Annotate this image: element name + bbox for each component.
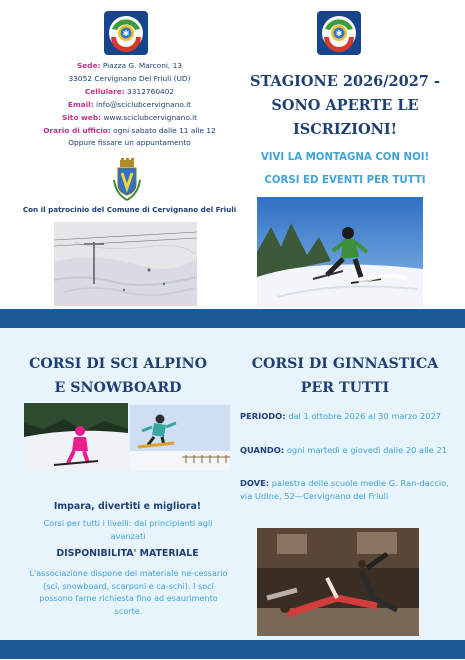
contact-block bbox=[12, 60, 247, 150]
city-line: 33052 Cervignano Del Friuli (UD) bbox=[68, 73, 191, 83]
email-label: Email: bbox=[67, 99, 94, 109]
hours-value: ogni sabato dalle 11 alle 12 bbox=[113, 125, 216, 135]
gym-courses-title bbox=[238, 352, 452, 400]
where-label: DOVE: bbox=[240, 478, 270, 488]
ski-club-logo bbox=[104, 11, 148, 55]
where-info bbox=[240, 477, 450, 504]
sede-value: Piazza G. Marconi, 13 bbox=[102, 61, 183, 70]
ski-club-logo-right bbox=[317, 11, 361, 55]
period-info bbox=[240, 410, 450, 423]
gym-title-line-2: PER TUTTI bbox=[300, 380, 390, 396]
tagline-mountain: VIVI LA MONTAGNA CON NOI! bbox=[260, 152, 430, 163]
period-value: dal 1 ottobre 2026 al 30 marzo 2027 bbox=[288, 411, 442, 421]
ski-title-line-2: E SNOWBOARD bbox=[54, 380, 182, 396]
email-link[interactable]: info@sciclubcervignano.it bbox=[96, 99, 192, 109]
gym-title-line-1: CORSI DI GINNASTICA bbox=[251, 356, 439, 372]
material-text: L'associazione dispone del materiale ne-cessario (sci, snowboard, scarponi e ca-schi). I soci possono farne richiesta fino ad esaurimento scorte. bbox=[29, 568, 228, 617]
season-line-2: SONO APERTE LE bbox=[271, 97, 419, 114]
levels-text: Corsi per tutti i livelli: dai principianti agli avanzati bbox=[43, 518, 213, 541]
material-title: DISPONIBILITA' MATERIALE bbox=[56, 548, 199, 559]
svg-text:✱: ✱ bbox=[335, 29, 343, 38]
gym-class-photo bbox=[257, 528, 419, 636]
child-skier-photo bbox=[24, 403, 128, 471]
when-info bbox=[240, 444, 450, 457]
website-link[interactable]: www.sciclubcervignano.it bbox=[103, 112, 198, 122]
season-line-1: STAGIONE 2026/2027 - bbox=[250, 73, 440, 90]
coat-of-arms-icon bbox=[112, 158, 142, 202]
snowboarder-photo bbox=[130, 405, 230, 471]
cell-label: Cellulare: bbox=[84, 86, 125, 96]
website-line bbox=[12, 112, 247, 125]
appointment-line: Oppure fissare un appuntamento bbox=[68, 138, 191, 148]
when-value: ogni martedì e giovedì dalle 20 alle 21 bbox=[286, 445, 448, 455]
web-label: Sito web: bbox=[61, 112, 102, 122]
skier-photo bbox=[257, 197, 423, 307]
svg-text:✱: ✱ bbox=[122, 29, 130, 38]
where-value: palestra delle scuole medie G. Ran-daccio, via Udine, 52—Cervignano del Friuli bbox=[240, 478, 449, 502]
patronage-text: Con il patrocinio del Comune di Cervignano del Friuli bbox=[22, 205, 237, 214]
period-label: PERIODO: bbox=[240, 411, 286, 421]
motto-text: Impara, divertiti e migliora! bbox=[53, 501, 202, 512]
ski-title-line-1: CORSI DI SCI ALPINO bbox=[29, 356, 207, 372]
email-line bbox=[12, 99, 247, 112]
address-line bbox=[12, 60, 247, 73]
phone-line bbox=[12, 86, 247, 99]
hours-line bbox=[12, 125, 247, 138]
ski-courses-title bbox=[18, 352, 218, 400]
season-line-3: ISCRIZIONI! bbox=[292, 121, 398, 138]
season-headline bbox=[238, 70, 452, 142]
cell-value: 3312760402 bbox=[127, 86, 175, 96]
sede-label: Sede: bbox=[76, 61, 101, 70]
divider-band-top bbox=[0, 309, 465, 328]
tagline-courses: CORSI ED EVENTI PER TUTTI bbox=[264, 175, 426, 186]
when-label: QUANDO: bbox=[240, 445, 285, 455]
divider-band-bottom bbox=[0, 640, 465, 659]
hours-label: Orario di ufficio: bbox=[43, 125, 111, 135]
snow-chairlift-photo bbox=[54, 222, 197, 306]
